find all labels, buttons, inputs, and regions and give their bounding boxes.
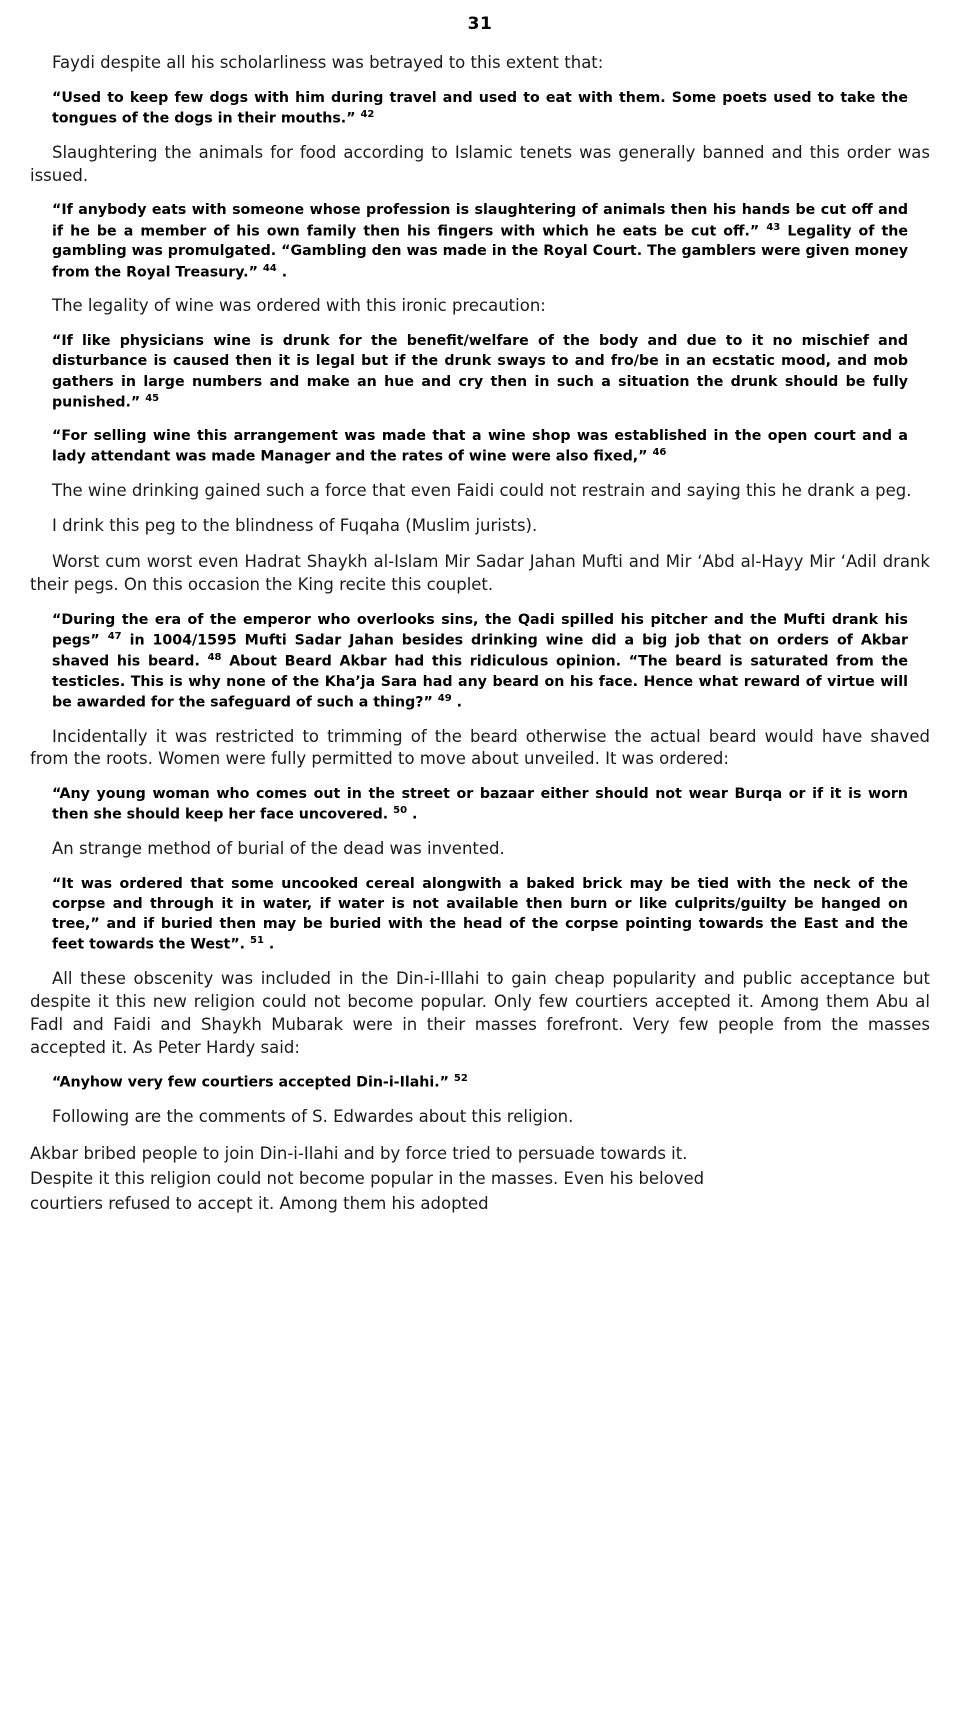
blockquote-7-text: “It was ordered that some uncooked cereal alongwith a baked brick may be tied with the neck of the corpse and through it in water, if water is not available then burn or like culprits/guilty be hanged on tree,” and if buried then may be buried with the head of the corpse pointing towards the East and the feet towards the West”.	[52, 876, 908, 954]
footnote-ref-48: 48	[207, 651, 222, 663]
blockquote-5-text-a: “During the era of the emperor who overlooks sins, the Qadi spilled his pitcher and the Mufti drank his pegs”	[52, 611, 908, 649]
blockquote-2	[52, 200, 908, 282]
paragraph-9: All these obscenity was included in the Din-i-Illahi to gain cheap popularity and public acceptance but despite it this new religion could not become popular. Only few courtiers accepted it. Among them Abu al Fadl and Faidi and Shaykh Mubarak were in their masses forefront. Very few people from the masses accepted it. As Peter Hardy said:	[30, 969, 930, 1057]
blockquote-3-text: “If like physicians wine is drunk for the benefit/welfare of the body and due to it no mischief and disturbance is caused then it is legal but if the drunk sways to and fro/be in an ecstatic mood, and mob gathers in large numbers and make an hue and cry then in such a situation the drunk should be fully punished.”	[52, 333, 908, 411]
paragraph-10: Following are the comments of S. Edwardes about this religion.	[52, 1107, 574, 1127]
blockquote-5-text-c: About Beard Akbar had this ridiculous opinion. “The beard is saturated from the testicles. This is why none of the Kha’ja Sara had any beard on his face. Hence what reward of virtue will be awarded for the safeguard of such a thing?”	[52, 653, 908, 711]
blockquote-3	[52, 331, 908, 412]
paragraph-7: Incidentally it was restricted to trimming of the beard otherwise the actual beard would have shaved from the roots. Women were fully permitted to move about unveiled. It was ordered:	[30, 726, 930, 769]
blockquote-7	[52, 874, 908, 955]
blockquote-8	[52, 1072, 908, 1093]
trailing-line-1: Akbar bribed people to join Din-i-Ilahi and by force tried to persuade towards it.	[30, 1144, 688, 1164]
blockquote-6	[52, 784, 908, 825]
blockquote-7-tail: .	[268, 937, 275, 954]
blockquote-6-tail: .	[412, 807, 418, 824]
paragraph-8: An strange method of burial of the dead was invented.	[52, 839, 505, 859]
blockquote-2-text-c: .	[281, 264, 288, 281]
trailing-quote-block	[30, 1142, 930, 1215]
page-number: 31	[467, 14, 493, 34]
blockquote-2-text-b: Legality of the gambling was promulgated. “Gambling den was made in the Royal Court. The gamblers were given money from the Royal Treasury.”	[52, 223, 908, 281]
paragraph-2: Slaughtering the animals for food according to Islamic tenets was generally banned and this order was issued.	[30, 142, 930, 185]
trailing-line-2: Despite it this religion could not become popular in the masses. Even his beloved	[30, 1169, 705, 1189]
trailing-line-3: courtiers refused to accept it. Among them his adopted	[30, 1194, 489, 1214]
paragraph-6: Worst cum worst even Hadrat Shaykh al-Islam Mir Sadar Jahan Mufti and Mir ‘Abd al-Hayy Mir ‘Adil drank their pegs. On this occasion the King recite this couplet.	[30, 552, 930, 594]
footnote-ref-43: 43	[766, 221, 781, 233]
blockquote-2-text-a: “If anybody eats with someone whose profession is slaughtering of animals then his hands be cut off and if he be a member of his own family then his fingers with which he eats be cut off.”	[52, 202, 908, 240]
footnote-ref-51: 51	[250, 935, 264, 947]
blockquote-5-text-b: in 1004/1595 Mufti Sadar Jahan besides drinking wine did a big job that on orders of Akbar shaved his beard.	[52, 632, 908, 670]
blockquote-8-text: “Anyhow very few courtiers accepted Din-i-Ilahi.”	[52, 1075, 449, 1092]
paragraph-3: The legality of wine was ordered with this ironic precaution:	[52, 296, 546, 316]
blockquote-4-text: “For selling wine this arrangement was made that a wine shop was established in the open court and a lady attendant was made Manager and the rates of wine were also fixed,”	[52, 427, 908, 465]
footnote-ref-44: 44	[262, 262, 277, 274]
blockquote-5-text-d: .	[456, 694, 463, 711]
footnote-ref-46: 46	[652, 446, 667, 458]
footnote-ref-42: 42	[360, 108, 375, 120]
blockquote-4	[52, 426, 908, 467]
blockquote-6-text: “Any young woman who comes out in the street or bazaar either should not wear Burqa or if it is worn then she should keep her face uncovered.	[52, 786, 908, 824]
blockquote-5	[52, 610, 908, 713]
paragraph-5: I drink this peg to the blindness of Fuqaha (Muslim jurists).	[52, 516, 538, 536]
blockquote-1-text: “Used to keep few dogs with him during travel and used to eat with them. Some poets used to take the tongues of the dogs in their mouths.”	[52, 89, 908, 127]
blockquote-1	[52, 88, 908, 129]
paragraph-1: Faydi despite all his scholarliness was betrayed to this extent that:	[52, 53, 604, 72]
footnote-ref-52: 52	[453, 1073, 468, 1085]
footnote-ref-49: 49	[437, 692, 452, 704]
footnote-ref-47: 47	[107, 630, 122, 642]
footnote-ref-50: 50	[393, 805, 408, 817]
footnote-ref-45: 45	[145, 392, 160, 404]
paragraph-4: The wine drinking gained such a force that even Faidi could not restrain and saying this he drank a peg.	[52, 480, 912, 500]
